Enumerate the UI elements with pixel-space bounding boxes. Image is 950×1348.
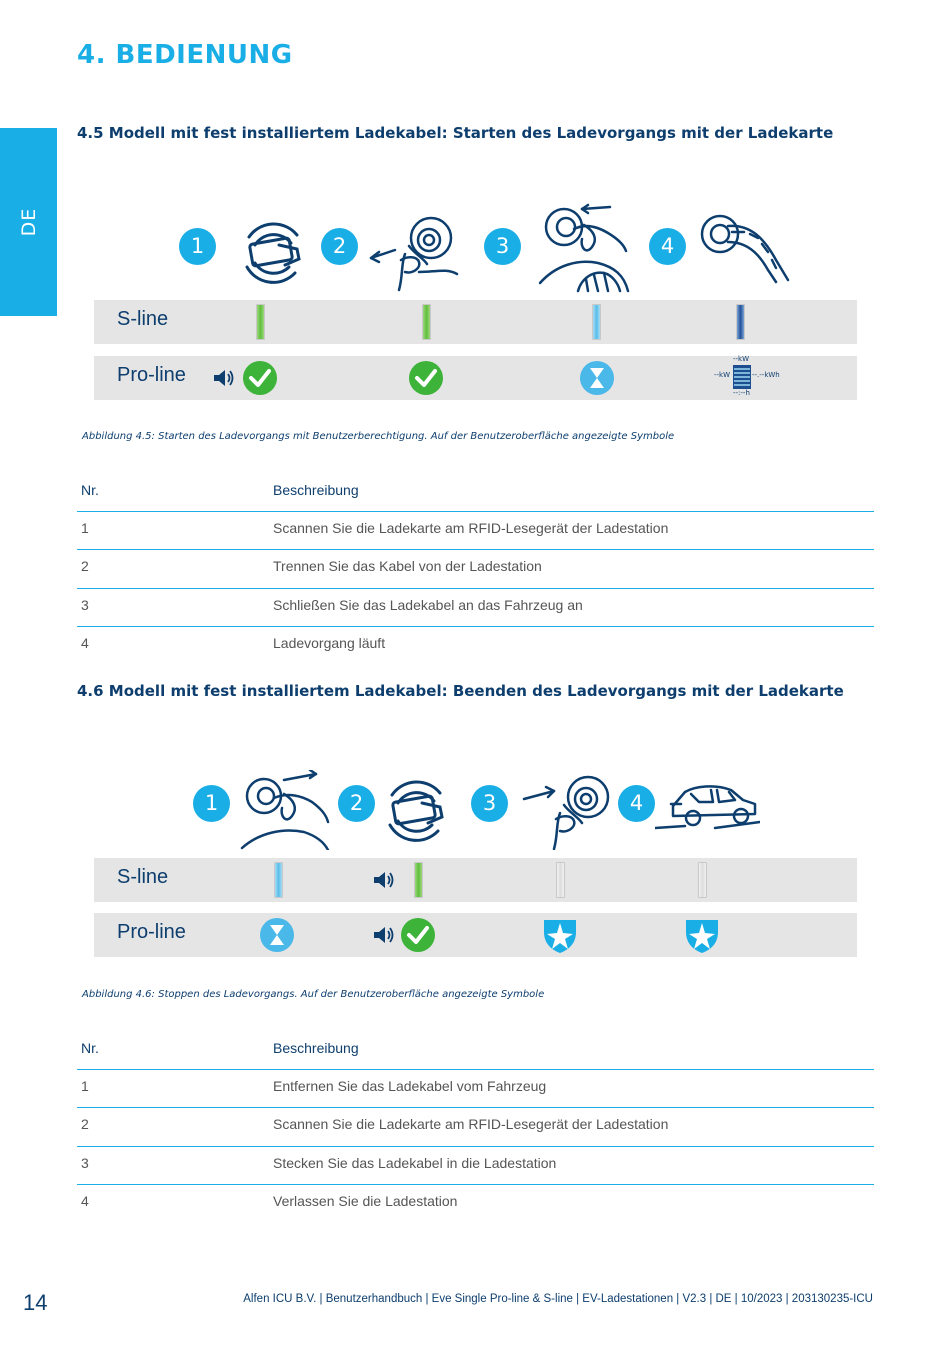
table-row	[77, 1185, 874, 1223]
sline-row	[94, 858, 857, 902]
unplug-from-car-icon	[240, 770, 332, 850]
table-row	[77, 1147, 874, 1185]
header-nr: Nr.	[81, 482, 99, 498]
row-nr: 4	[81, 1192, 89, 1209]
table-row	[77, 1108, 874, 1146]
step-badge-2: 2	[338, 785, 375, 822]
energy-time: --:--h	[733, 389, 750, 397]
header-description: Beschreibung	[273, 1040, 359, 1056]
sline-row-label: S-line	[117, 866, 169, 888]
table-header	[77, 1036, 874, 1070]
rfid-card-scan-icon	[235, 215, 310, 290]
table-row	[77, 589, 874, 627]
step-badge-2: 2	[321, 228, 358, 265]
description-table-4-5	[77, 478, 874, 665]
row-description: Trennen Sie das Kabel von der Ladestation	[273, 558, 542, 575]
charging-in-progress-icon	[698, 210, 790, 285]
row-nr: 2	[81, 1116, 89, 1133]
led-blue-indicator	[274, 862, 283, 898]
check-icon	[408, 360, 444, 396]
description-table-4-6	[77, 1036, 874, 1223]
sline-row-label: S-line	[117, 308, 169, 330]
row-description: Schließen Sie das Ladekabel an das Fahrzeug an	[273, 596, 583, 613]
step-badge-1: 1	[179, 228, 216, 265]
plug-into-car-icon	[538, 203, 633, 293]
language-tab	[0, 128, 57, 316]
row-description: Scannen Sie die Ladekarte am RFID-Lesegerät der Ladestation	[273, 520, 669, 536]
header-description: Beschreibung	[273, 482, 359, 498]
row-description: Scannen Sie die Ladekarte am RFID-Lesegerät der Ladestation	[273, 1116, 669, 1133]
sline-row	[94, 300, 857, 344]
speaker-icon	[372, 925, 396, 945]
proline-row-label: Pro-line	[117, 921, 186, 943]
table-row	[77, 1070, 874, 1108]
energy-display-icon	[712, 356, 782, 400]
row-nr: 2	[81, 558, 89, 575]
hourglass-icon	[259, 917, 295, 953]
row-description: Entfernen Sie das Ladekabel vom Fahrzeug	[273, 1078, 547, 1094]
led-green-indicator	[422, 304, 431, 340]
header-nr: Nr.	[81, 1040, 99, 1056]
rfid-card-scan-icon	[378, 773, 456, 851]
led-off-indicator	[556, 862, 565, 898]
led-blue-indicator	[592, 304, 601, 340]
section-title-4-6: 4.6 Modell mit fest installiertem Ladekabel: Beenden des Ladevorgangs mit der Ladekarte	[77, 682, 844, 700]
footer-text: Alfen ICU B.V. | Benutzerhandbuch | Eve Single Pro-line & S-line | EV-Ladestationen | V2.3 | DE | 10/2023 | 203130235-ICU	[243, 1293, 873, 1305]
step-badge-3: 3	[484, 228, 521, 265]
row-nr: 3	[81, 596, 89, 613]
chapter-title: 4. BEDIENUNG	[77, 40, 293, 70]
row-nr: 1	[81, 520, 89, 536]
energy-kwh: --.--kWh	[752, 371, 780, 379]
figure-caption-4-6: Abbildung 4.6: Stoppen des Ladevorgangs. Auf der Benutzeroberfläche angezeigte Symbole	[82, 989, 545, 1000]
table-row	[77, 550, 874, 588]
step-badge-1: 1	[193, 785, 230, 822]
hourglass-icon	[579, 360, 615, 396]
proline-row	[94, 913, 857, 957]
led-off-indicator	[698, 862, 707, 898]
car-driving-away-icon	[655, 778, 760, 833]
row-nr: 4	[81, 634, 89, 651]
row-description: Verlassen Sie die Ladestation	[273, 1192, 458, 1209]
page-number: 14	[23, 1290, 48, 1315]
check-icon	[242, 360, 278, 396]
row-description: Ladevorgang läuft	[273, 634, 386, 651]
step-badge-3: 3	[471, 785, 508, 822]
step-badge-4: 4	[618, 785, 655, 822]
plug-into-station-icon	[518, 765, 613, 850]
figure-caption-4-5: Abbildung 4.5: Starten des Ladevorgangs mit Benutzerberechtigung. Auf der Benutzeroberfläche angezeigte Symbole	[82, 431, 675, 442]
speaker-icon	[212, 368, 236, 388]
alfen-shield-icon	[542, 916, 578, 954]
proline-row	[94, 356, 857, 400]
led-green-indicator	[256, 304, 265, 340]
row-description: Stecken Sie das Ladekabel in die Ladestation	[273, 1154, 557, 1171]
table-row	[77, 627, 874, 665]
energy-kw-left: --kW	[714, 371, 731, 379]
proline-row-label: Pro-line	[117, 364, 186, 386]
energy-kw-top: --kW	[733, 355, 750, 363]
section-title-4-5: 4.5 Modell mit fest installiertem Ladekabel: Starten des Ladevorgangs mit der Ladekarte	[77, 124, 834, 142]
table-row	[77, 512, 874, 550]
led-dark-blue-indicator	[736, 304, 745, 340]
step-badge-4: 4	[649, 228, 686, 265]
unplug-cable-icon	[365, 210, 460, 295]
row-nr: 3	[81, 1154, 89, 1171]
language-tab-label: DE	[17, 207, 40, 237]
table-header	[77, 478, 874, 512]
row-nr: 1	[81, 1078, 89, 1094]
alfen-shield-icon	[684, 916, 720, 954]
speaker-icon	[372, 870, 396, 890]
check-icon	[400, 917, 436, 953]
led-green-indicator	[414, 862, 423, 898]
